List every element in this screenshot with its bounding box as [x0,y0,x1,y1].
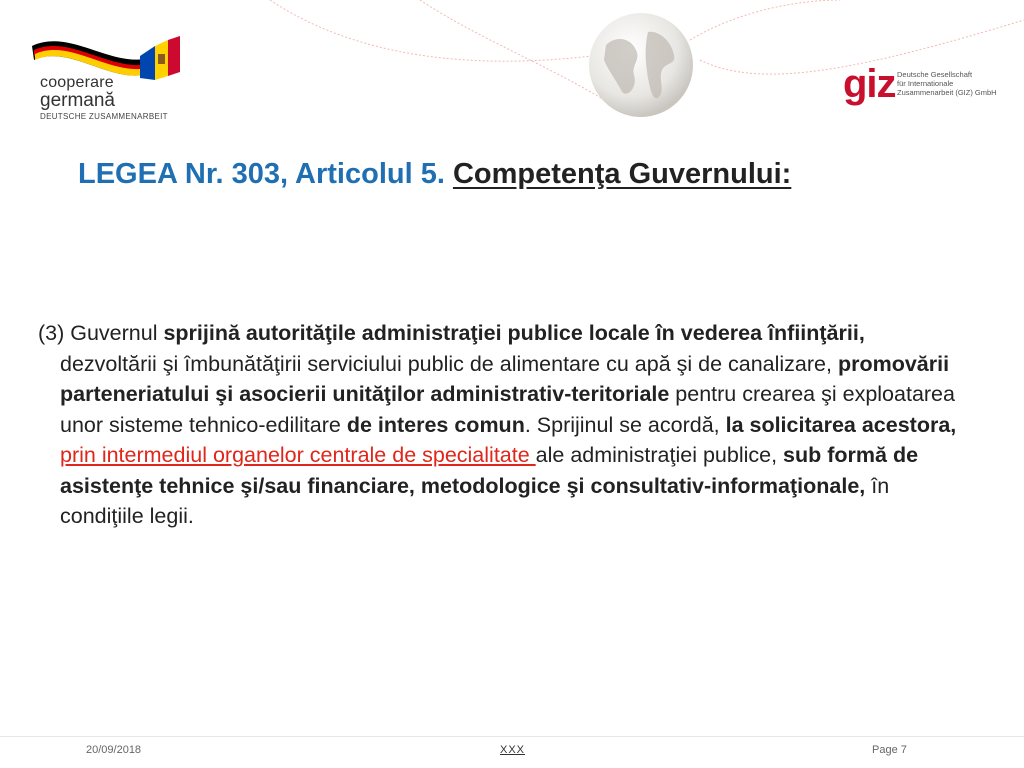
para-seg-13: în condiţiile legii. [60,473,890,528]
para-seg-4: promovării parteneriatului şi asocierii unităţilor administrativ-teritoriale [60,351,950,406]
footer-page-number: Page 7 [872,744,907,756]
para-seg-5: pentru crearea şi exploatarea unor sisteme tehnico-edilitare [60,382,955,437]
slide-title [78,158,978,191]
para-seg-11: ale administraţiei publice, [535,443,784,467]
para-seg-2: sprijină autorităţile administraţiei publice locale în vederea înfiinţării, [163,321,865,345]
logo-line-3: DEUTSCHE ZUSAMMENARBEIT [40,112,168,121]
para-seg-1: (3) Guvernul [38,321,164,345]
footer-center-text: XXX [500,744,526,756]
para-seg-10-highlight: prin intermediul organelor centrale de specialitate [60,443,536,467]
article-paragraph [38,318,965,532]
globe-icon [586,10,696,120]
logo-line-2: germană [40,90,115,111]
cooperare-germana-logo [30,28,230,128]
para-seg-12: sub formă de asistenţe tehnice şi/sau financiare, metodologice şi consultativ-informaţionale, [60,443,919,498]
para-seg-6: de interes comun [346,412,525,437]
logo-line-1: cooperare [40,74,114,91]
giz-subtext: Deutsche Gesellschaft für Internationale Zusammenarbeit (GIZ) GmbH [897,70,997,97]
footer-divider [0,736,1024,737]
giz-logo [843,62,1003,108]
giz-mark: giz [843,62,896,106]
title-underlined: Competenţa Guvernului: [452,158,792,190]
para-seg-8: la solicitarea acestora, [725,412,957,437]
para-seg-7: . Sprijinul se acordă, [524,412,726,437]
title-main: LEGEA Nr. 303, Articolul 5. [78,158,445,190]
para-seg-3: dezvoltării şi îmbunătăţirii serviciului public de alimentare cu apă şi de canalizare, [60,351,838,376]
footer-date: 20/09/2018 [86,744,142,756]
